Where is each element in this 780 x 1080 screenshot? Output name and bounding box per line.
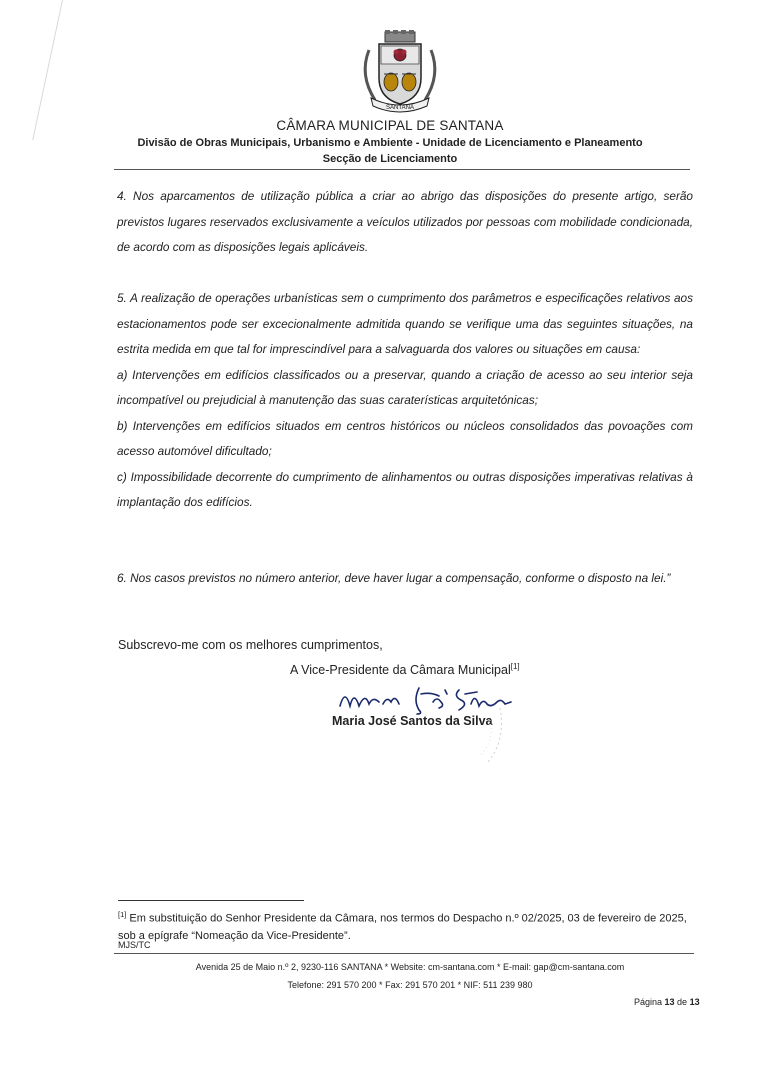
paragraph-5-item-b: b) Intervenções em edifícios situados em centros históricos ou núcleos consolidados das povoações com acesso automóvel dificultado; [117,418,693,458]
footnote [118,906,700,945]
signer-title-text: A Vice-Presidente da Câmara Municipal [290,663,511,678]
division-subtitle: Divisão de Obras Municipais, Urbanismo e Ambiente - Unidade de Licenciamento e Planeamento [137,137,643,149]
closing-salutation: Subscrevo-me com os melhores cumprimentos, [118,638,383,652]
page-current: 13 [664,997,675,1007]
page-total: 13 [689,997,700,1007]
paragraph-5-item-a: a) Intervenções em edifícios classificados ou a preservar, quando a criação de acesso ao seu interior seja incompatível ou prejudicial à manutenção das suas caraterísticas arquitetónicas; [117,367,693,407]
section-name: Secção de Licenciamento [322,153,458,165]
faint-stamp-trace [440,700,510,770]
page-number [634,997,700,1007]
paragraph-6 [117,566,693,592]
footnote-marker: [1] [118,910,127,919]
paragraph-5-intro: 5. A realização de operações urbanísticas sem o cumprimento dos parâmetros e especificações relativos aos estacionamentos pode ser excecionalmente admitida quando se verifique uma das seguintes situações, na estrita medida em que tal for imprescindível para a salvaguarda dos valores ou situações em causa: [117,291,693,356]
page-prefix: Página [634,997,665,1007]
signer-footnote-marker: [1] [510,662,520,671]
document-initials: MJS/TC [118,940,151,950]
footnote-divider [118,900,304,901]
footer-address: Avenida 25 de Maio n.º 2, 9230-116 SANTANA * Website: cm-santana.com * E-mail: gap@cm-santana.com [195,962,625,972]
footer-contacts: Telefone: 291 570 200 * Fax: 291 570 201 * NIF: 511 239 980 [287,980,533,990]
municipal-crest-logo [355,30,445,116]
institution-title: CÂMARA MUNICIPAL DE SANTANA [276,118,504,133]
crest-banner-text: SANTANA [386,105,414,111]
footer-divider [114,953,694,954]
paragraph-5 [117,286,693,516]
signer-title [290,662,520,677]
signer-name: Maria José Santos da Silva [332,714,493,728]
paragraph-6-text: 6. Nos casos previstos no número anterior, deve haver lugar a compensação, conforme o disposto na lei.” [117,571,671,585]
footnote-text: Em substituição do Senhor Presidente da Câmara, nos termos do Despacho n.º 02/2025, 03 de fevereiro de 2025, sob a epígrafe “Nomeação da Vice-Presidente”. [118,912,687,942]
paragraph-4-text: 4. Nos aparcamentos de utilização pública a criar ao abrigo das disposições do presente artigo, serão previstos lugares reservados exclusivamente a veículos utilizados por pessoas com mobilidade condicionada, de acordo com as disposições legais aplicáveis. [117,189,693,254]
header-divider [114,169,690,170]
page-sep: de [674,997,690,1007]
paragraph-5-item-c: c) Impossibilidade decorrente do cumprimento de alinhamentos ou outras disposições imperativas relativas à implantação dos edifícios. [117,469,693,509]
paragraph-4 [117,184,693,261]
